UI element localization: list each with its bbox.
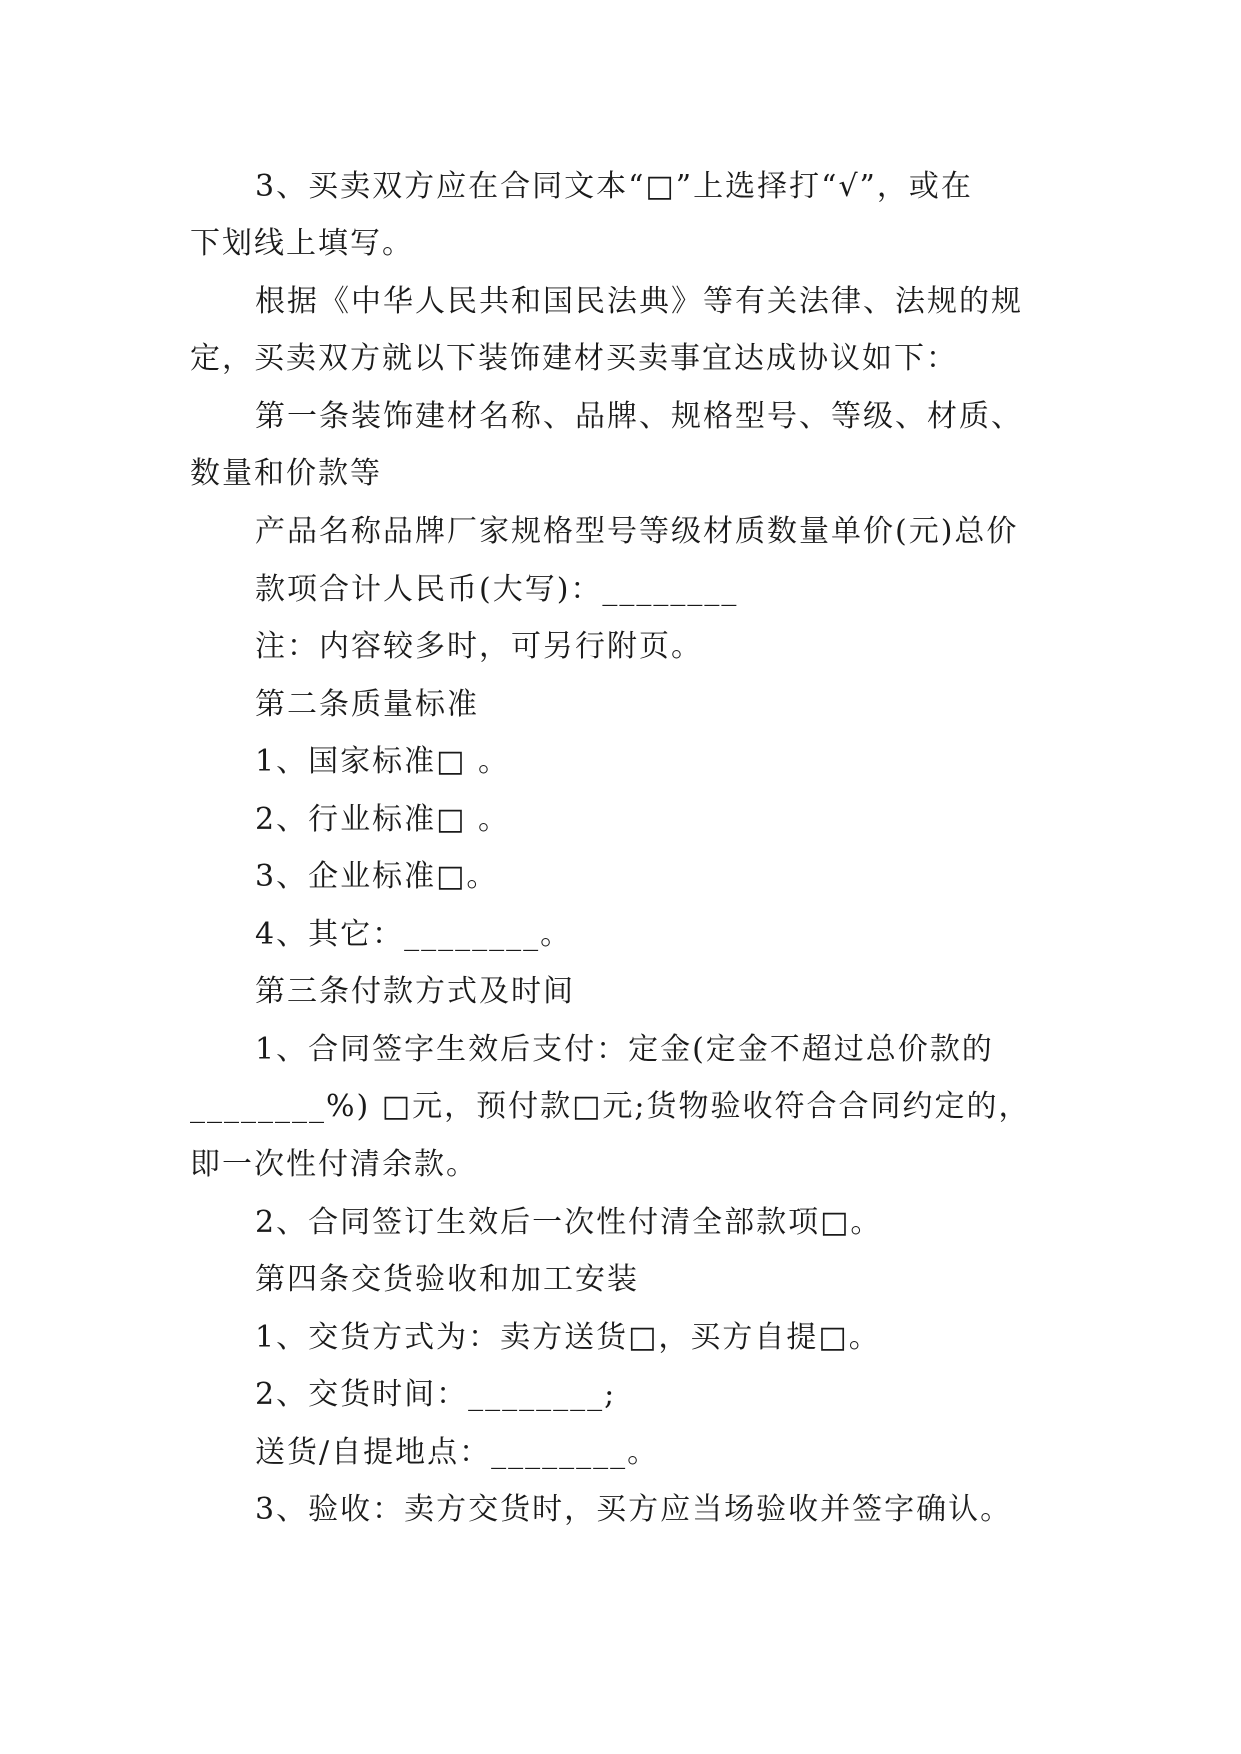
article-1-title-line-1: 第一条装饰建材名称、品牌、规格型号、等级、材质、 xyxy=(255,399,1023,434)
payment-1-line-2: ________%) □元，预付款□元;货物验收符合合同约定的， xyxy=(190,1089,1031,1124)
standard-enterprise: 3、企业标准□。 xyxy=(255,859,499,894)
article-3-title: 第三条付款方式及时间 xyxy=(255,974,575,1009)
clause-3-line-1: 3、买卖双方应在合同文本“□”上选择打“√”，或在 xyxy=(255,169,973,204)
delivery-time-line: 2、交货时间：________; xyxy=(255,1377,617,1412)
payment-2-line: 2、合同签订生效后一次性付清全部款项□。 xyxy=(255,1205,883,1240)
article-2-title: 第二条质量标准 xyxy=(255,687,479,722)
article-4-title: 第四条交货验收和加工安装 xyxy=(255,1262,639,1297)
note-line: 注：内容较多时，可另行附页。 xyxy=(255,629,703,664)
payment-1-line-1: 1、合同签字生效后支付：定金(定金不超过总价款的 xyxy=(255,1032,994,1067)
article-1-title-line-2: 数量和价款等 xyxy=(190,456,382,491)
preamble-line-1: 根据《中华人民共和国民法典》等有关法律、法规的规 xyxy=(255,284,1023,319)
standard-industry: 2、行业标准□ 。 xyxy=(255,802,510,837)
total-amount-line: 款项合计人民币(大写)：________ xyxy=(255,572,739,607)
standard-other: 4、其它：________。 xyxy=(255,917,573,952)
product-table-header: 产品名称品牌厂家规格型号等级材质数量单价(元)总价 xyxy=(255,514,1019,549)
delivery-method-line: 1、交货方式为：卖方送货□，买方自提□。 xyxy=(255,1320,881,1355)
clause-3-line-2: 下划线上填写。 xyxy=(190,226,414,261)
acceptance-line: 3、验收：卖方交货时，买方应当场验收并签字确认。 xyxy=(255,1492,1013,1527)
delivery-place-line: 送货/自提地点：________。 xyxy=(255,1435,660,1470)
payment-1-line-3: 即一次性付清余款。 xyxy=(190,1147,478,1182)
standard-national: 1、国家标准□ 。 xyxy=(255,744,510,779)
preamble-line-2: 定，买卖双方就以下装饰建材买卖事宜达成协议如下： xyxy=(190,341,958,376)
